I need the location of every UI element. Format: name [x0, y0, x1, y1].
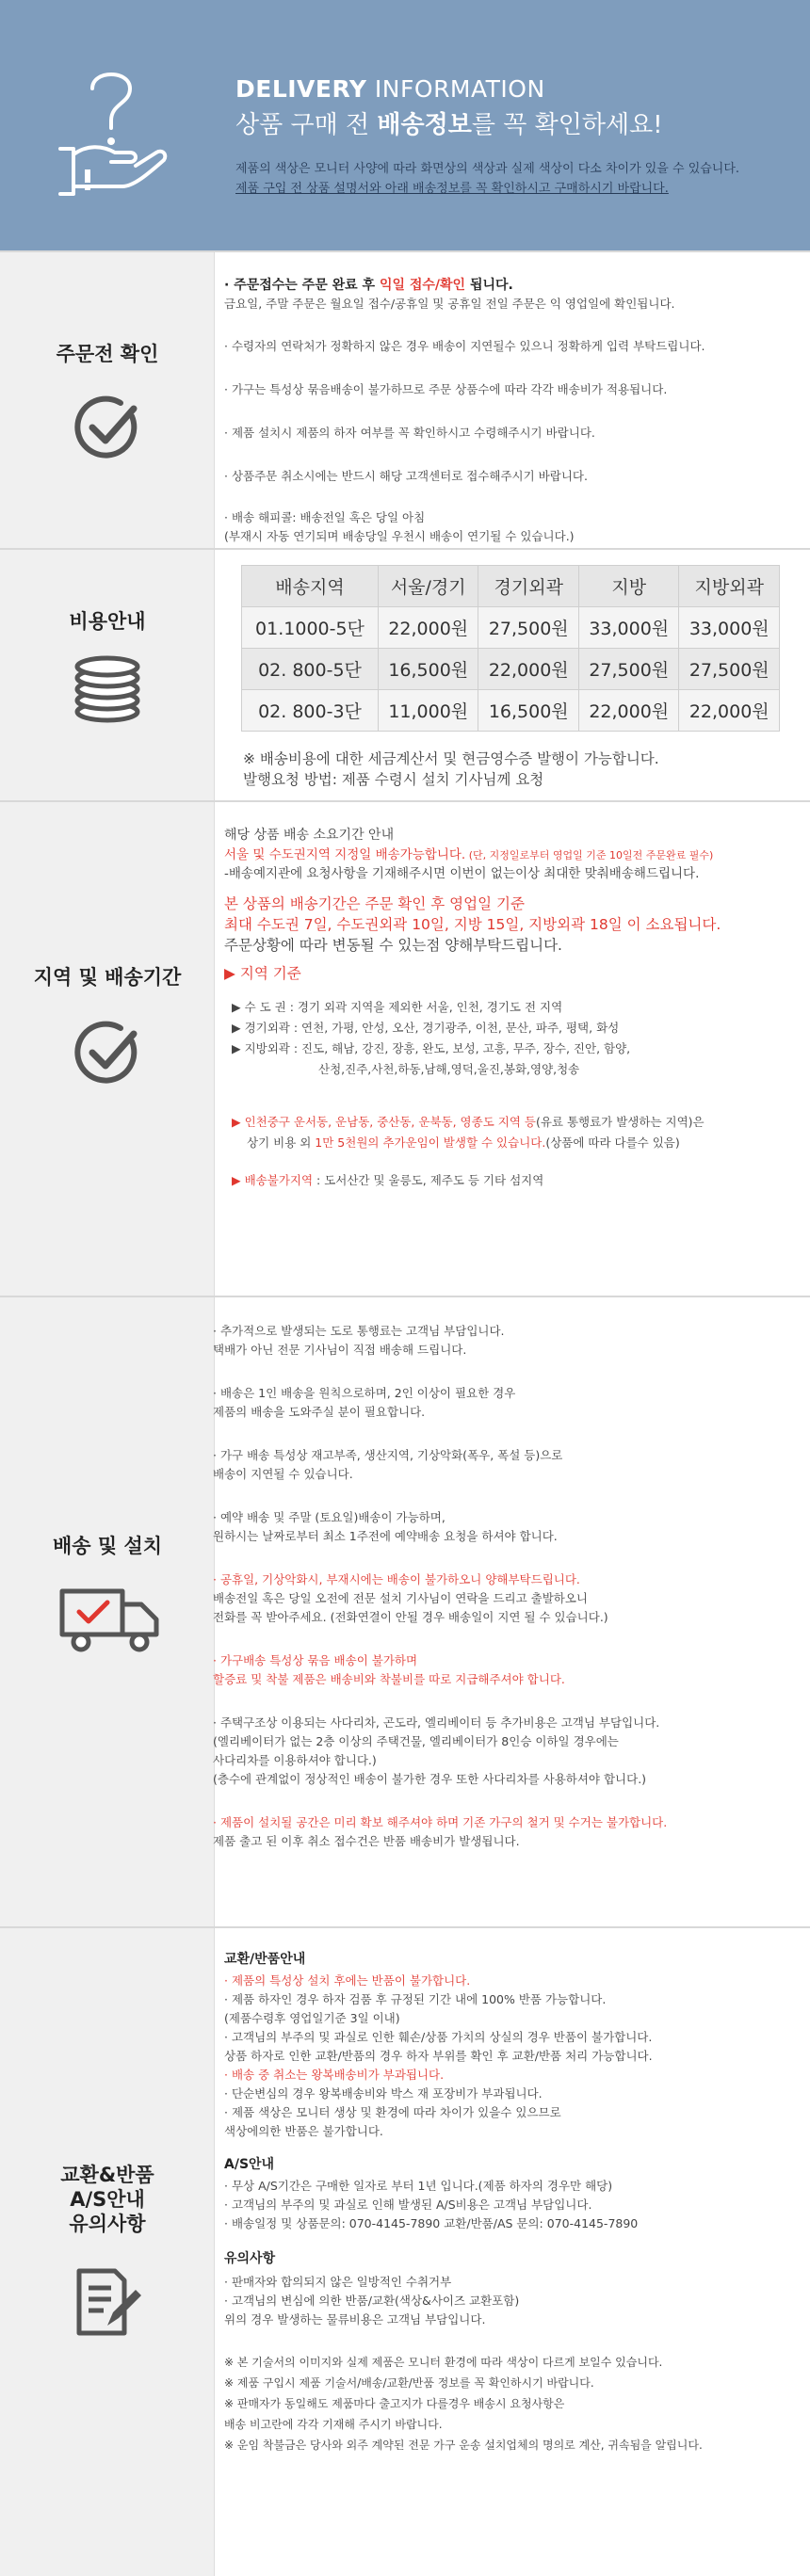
footer-note: ※ 제품 구입시 제품 기술서/배송/교환/반품 정보를 꼭 확인하시기 바랍니다. — [224, 2376, 594, 2390]
region-line-4: 본 상품의 배송기간은 주문 확인 후 영업일 기준 — [224, 895, 525, 912]
list-item: 색상에의한 반품은 불가합니다. — [224, 2124, 383, 2138]
order-line-7: (부재시 자동 연기되며 배송당일 우천시 배송이 연기될 수 있습니다.) — [224, 529, 575, 543]
footer-note: ※ 본 기술서의 이미지와 실제 제품은 모니터 환경에 따라 색상이 다르게 보일수 있습니다. — [224, 2356, 663, 2369]
section-content — [224, 1928, 804, 2576]
header-desc-1: 제품의 색상은 모니터 사양에 따라 화면상의 색상과 실제 색상이 다소 차이가 있을 수 있습니다. — [235, 162, 740, 176]
as-heading: A/S안내 — [224, 2157, 275, 2172]
fee-note-1: ※ 배송비용에 대한 세금계산서 및 현금영수증 발행이 가능합니다. — [243, 750, 659, 767]
delivery-header — [0, 0, 810, 250]
section-left-panel — [0, 1928, 215, 2576]
list-item: · 단순변심의 경우 왕복배송비와 박스 재 포장비가 부과됩니다. — [224, 2086, 543, 2101]
install-line-11: · 가구배송 특성상 묶음 배송이 불가하며 — [213, 1653, 418, 1667]
list-item: · 제품의 특성상 설치 후에는 반품이 불가합니다. — [224, 1973, 471, 1988]
order-line-4: · 제품 설치시 제품의 하자 여부를 꼭 확인하시고 수령해주시기 바랍니다. — [224, 426, 595, 440]
fee-cell: 01.1000-5단 — [242, 607, 379, 649]
fee-note-2: 발행요청 방법: 제품 수령시 설치 기사님께 요청 — [243, 771, 544, 788]
check-circle-icon — [70, 390, 145, 465]
section-label: 교환&반품 — [60, 2164, 154, 2186]
section-label: 배송 및 설치 — [52, 1535, 163, 1557]
list-item: (제품수령후 영업일기준 3일 이내) — [224, 2011, 400, 2025]
fee-col-header: 서울/경기 — [378, 566, 478, 607]
check-circle-icon — [70, 1015, 145, 1090]
hand-question-icon — [55, 62, 168, 203]
table-row — [242, 649, 780, 690]
fee-cell: 16,500원 — [378, 649, 478, 690]
exchange-heading: 교환/반품안내 — [224, 1952, 306, 1967]
incheon-line-1: ▶ 인천중구 운서동, 운남동, 중산동, 운북동, 영종도 지역 등(유료 통행료가 발생하는 지역)은 — [232, 1115, 705, 1129]
order-line-3: · 가구는 특성상 묶음배송이 불가하므로 주문 상품수에 따라 각각 배송비가 적용됩니다. — [224, 382, 668, 396]
fee-col-header: 지방 — [578, 566, 679, 607]
install-line-2: · 배송은 1인 배송을 원칙으로하며, 2인 이상이 필요한 경우 — [213, 1386, 516, 1400]
list-item: · 배송일정 및 상품문의: 070-4145-7890 교환/반품/AS 문의: 070-4145-7890 — [224, 2216, 639, 2230]
table-row — [242, 607, 780, 649]
region-line-2: 서울 및 수도권지역 지정일 배송가능합니다. (단, 지정일로부터 영업일 기준 10일전 주문완료 필수) — [224, 847, 714, 862]
fee-cell: 27,500원 — [578, 649, 679, 690]
fee-col-header: 배송지역 — [242, 566, 379, 607]
list-item: · 고객님의 부주의 및 과실로 인한 훼손/상품 가치의 상실의 경우 반품이 불가합니다. — [224, 2030, 653, 2044]
region-line-3: -배송예지관에 요청사항을 기재해주시면 이번이 없는이상 최대한 맞춰배송해드립니다. — [224, 866, 700, 881]
section-left-panel — [0, 550, 215, 800]
region-item-4: 산청,진주,사천,하동,남해,영덕,울진,봉화,영양,청송 — [318, 1062, 580, 1076]
install-line-13: · 주택구조상 이용되는 사다리차, 곤도라, 엘리베이터 등 추가비용은 고객님 부담입니다. — [213, 1715, 660, 1730]
install-line-8: · 공휴일, 기상악화시, 부재시에는 배송이 불가하오니 양해부탁드립니다. — [213, 1572, 580, 1586]
order-line-2: · 수령자의 연락처가 정확하지 않은 경우 배송이 지연될수 있으니 정확하게 입력 부탁드립니다. — [224, 339, 705, 353]
section-label: A/S안내 — [70, 2188, 145, 2211]
list-item: · 배송 중 취소는 왕복배송비가 부과됩니다. — [224, 2068, 445, 2082]
list-item: · 판매자와 합의되지 않은 일방적인 수취거부 — [224, 2275, 452, 2289]
delivery-truck-icon — [58, 1584, 162, 1659]
install-line-10: 전화를 꼭 받아주세요. (전화연결이 안될 경우 배송일이 지연 될 수 있습니다.) — [213, 1610, 608, 1624]
table-row — [242, 690, 780, 732]
section-label: 주문전 확인 — [56, 343, 159, 365]
install-line-5: 배송이 지연될 수 있습니다. — [213, 1467, 353, 1481]
order-line-6: · 배송 해피콜: 배송전일 혹은 당일 아침 — [224, 510, 426, 524]
list-item: 위의 경우 발생하는 물류비용은 고객님 부담입니다. — [224, 2312, 486, 2326]
section-install — [0, 1296, 810, 1926]
install-line-18: 제품 출고 된 이후 취소 접수건은 반품 배송비가 발생됩니다. — [213, 1834, 520, 1848]
section-left-panel — [0, 802, 215, 1296]
install-line-6: · 예약 배송 및 주말 (토요일)배송이 가능하며, — [213, 1510, 446, 1524]
list-item: · 무상 A/S기간은 구매한 일자로 부터 1년 입니다.(제품 하자의 경우만 해당) — [224, 2179, 613, 2193]
section-label: 지역 및 배송기간 — [33, 966, 182, 989]
fee-col-header: 경기외곽 — [478, 566, 579, 607]
impossible-line: ▶ 배송불가지역 : 도서산간 및 울릉도, 제주도 등 기타 섬지역 — [232, 1173, 544, 1187]
header-title-en: DELIVERY INFORMATION — [235, 75, 545, 103]
fee-table — [241, 565, 780, 732]
incheon-line-2: 상기 비용 외 1만 5천원의 추가운임이 발생할 수 있습니다.(상품에 따라 다를수 있음) — [247, 1135, 680, 1150]
fee-cell: 22,000원 — [679, 690, 780, 732]
section-content — [224, 252, 804, 548]
fee-cell: 33,000원 — [578, 607, 679, 649]
section-fee — [0, 548, 810, 800]
fee-cell: 11,000원 — [378, 690, 478, 732]
install-line-17: · 제품이 설치될 공간은 미리 확보 해주셔야 하며 기존 가구의 철거 및 수거는 불가합니다. — [213, 1815, 668, 1829]
fee-cell: 16,500원 — [478, 690, 579, 732]
section-label: 비용안내 — [69, 610, 146, 633]
footer-note: 배송 비고란에 각각 기재해 주시기 바랍니다. — [224, 2418, 443, 2431]
list-item: · 고객님의 변심에 의한 반품/교환(색상&사이즈 교환포함) — [224, 2294, 520, 2308]
fee-cell: 22,000원 — [378, 607, 478, 649]
region-item-1: ▶ 수 도 권 : 경기 외곽 지역을 제외한 서울, 인천, 경기도 전 지역 — [232, 1000, 563, 1014]
region-item-3: ▶ 지방외곽 : 진도, 해남, 강진, 장흥, 완도, 보성, 고흥, 무주, 장수, 진안, 함양, — [232, 1041, 631, 1055]
section-exchange — [0, 1926, 810, 2576]
install-line-12: 할증료 및 착불 제품은 배송비와 착불비를 따로 지급해주셔야 합니다. — [213, 1672, 565, 1686]
section-left-panel — [0, 252, 215, 548]
install-line-3: 제품의 배송을 도와주실 분이 필요합니다. — [213, 1405, 426, 1419]
install-line-1: 택배가 아닌 전문 기사님이 직접 배송해 드립니다. — [213, 1343, 467, 1357]
region-item-2: ▶ 경기외곽 : 연천, 가평, 안성, 오산, 경기광주, 이천, 문산, 파주, 평택, 화성 — [232, 1021, 620, 1035]
section-label: 유의사항 — [69, 2213, 146, 2235]
notes-heading: 유의사항 — [224, 2251, 276, 2266]
section-order-check — [0, 250, 810, 548]
fee-cell: 27,500원 — [679, 649, 780, 690]
fee-cell: 02. 800-5단 — [242, 649, 379, 690]
install-line-9: 배송전일 혹은 당일 오전에 전문 설치 기사님이 연락을 드리고 출발하오니 — [213, 1591, 589, 1605]
fee-cell: 22,000원 — [478, 649, 579, 690]
list-item: · 제품 색상은 모니터 생상 및 환경에 따라 차이가 있을수 있으므로 — [224, 2105, 561, 2119]
fee-cell: 02. 800-3단 — [242, 690, 379, 732]
order-line-1: 금요일, 주말 주문은 월요일 접수/공휴일 및 공휴일 전일 주문은 익 영업일에 확인됩니다. — [224, 297, 675, 311]
section-content — [224, 802, 804, 1296]
section-content — [213, 1297, 793, 1926]
fee-cell: 22,000원 — [578, 690, 679, 732]
region-title: ▶ 지역 기준 — [224, 965, 301, 982]
footer-note: ※ 판매자가 동일해도 제품마다 출고지가 다를경우 배송시 요청사항은 — [224, 2397, 565, 2410]
fee-cell: 27,500원 — [478, 607, 579, 649]
install-line-14: (엘리베이터가 없는 2층 이상의 주택건물, 엘리베이터가 8인승 이하일 경우에는 — [213, 1734, 619, 1748]
footer-note: ※ 운임 착불금은 당사와 외주 계약된 전문 가구 운송 설치업체의 명의로 계산, 귀속됨을 알립니다. — [224, 2439, 703, 2452]
section-left-panel — [0, 1297, 215, 1926]
document-pen-icon — [70, 2263, 145, 2339]
install-line-0: · 추가적으로 발생되는 도로 통행료는 고객님 부담입니다. — [213, 1324, 505, 1338]
list-item: · 고객님의 부주의 및 과실로 인해 발생된 A/S비용은 고객님 부담입니다. — [224, 2198, 592, 2212]
fee-col-header: 지방외곽 — [679, 566, 780, 607]
list-item: · 제품 하자인 경우 하자 검품 후 규정된 기간 내에 100% 반품 가능합니다. — [224, 1992, 607, 2006]
region-line-6: 주문상황에 따라 변동될 수 있는점 양해부탁드립니다. — [224, 937, 562, 954]
header-desc-2: 제품 구입 전 상품 설명서와 아래 배송정보를 꼭 확인하시고 구매하시기 바랍니다. — [235, 182, 669, 196]
fee-table-header-row — [242, 566, 780, 607]
region-line-1: 해당 상품 배송 소요기간 안내 — [224, 828, 395, 843]
order-line-5: · 상품주문 취소시에는 반드시 해당 고객센터로 접수해주시기 바랍니다. — [224, 469, 588, 483]
header-title-ko: 상품 구매 전 배송정보를 꼭 확인하세요! — [235, 111, 663, 139]
section-content — [224, 550, 804, 800]
order-line-0: · 주문접수는 주문 완료 후 익일 접수/확인 됩니다. — [224, 278, 513, 293]
list-item: 상품 하자로 인한 교환/반품의 경우 하자 부위를 확인 후 교환/반품 처리 가능합니다. — [224, 2049, 653, 2063]
install-line-16: (층수에 관계없이 정상적인 배송이 불가한 경우 또한 사다리차를 사용하셔야 합니다.) — [213, 1772, 647, 1786]
region-line-5: 최대 수도권 7일, 수도권외곽 10일, 지방 15일, 지방외곽 18일 이 소요됩니다. — [224, 916, 721, 933]
install-line-4: · 가구 배송 특성상 재고부족, 생산지역, 기상악화(폭우, 폭설 등)으로 — [213, 1448, 563, 1462]
section-region — [0, 800, 810, 1296]
fee-cell: 33,000원 — [679, 607, 780, 649]
install-line-7: 원하시는 날짜로부터 최소 1주전에 예약배송 요청을 하셔야 합니다. — [213, 1529, 558, 1543]
coins-stack-icon — [70, 653, 145, 729]
install-line-15: 사다리차를 이용하셔야 합니다.) — [213, 1753, 377, 1767]
